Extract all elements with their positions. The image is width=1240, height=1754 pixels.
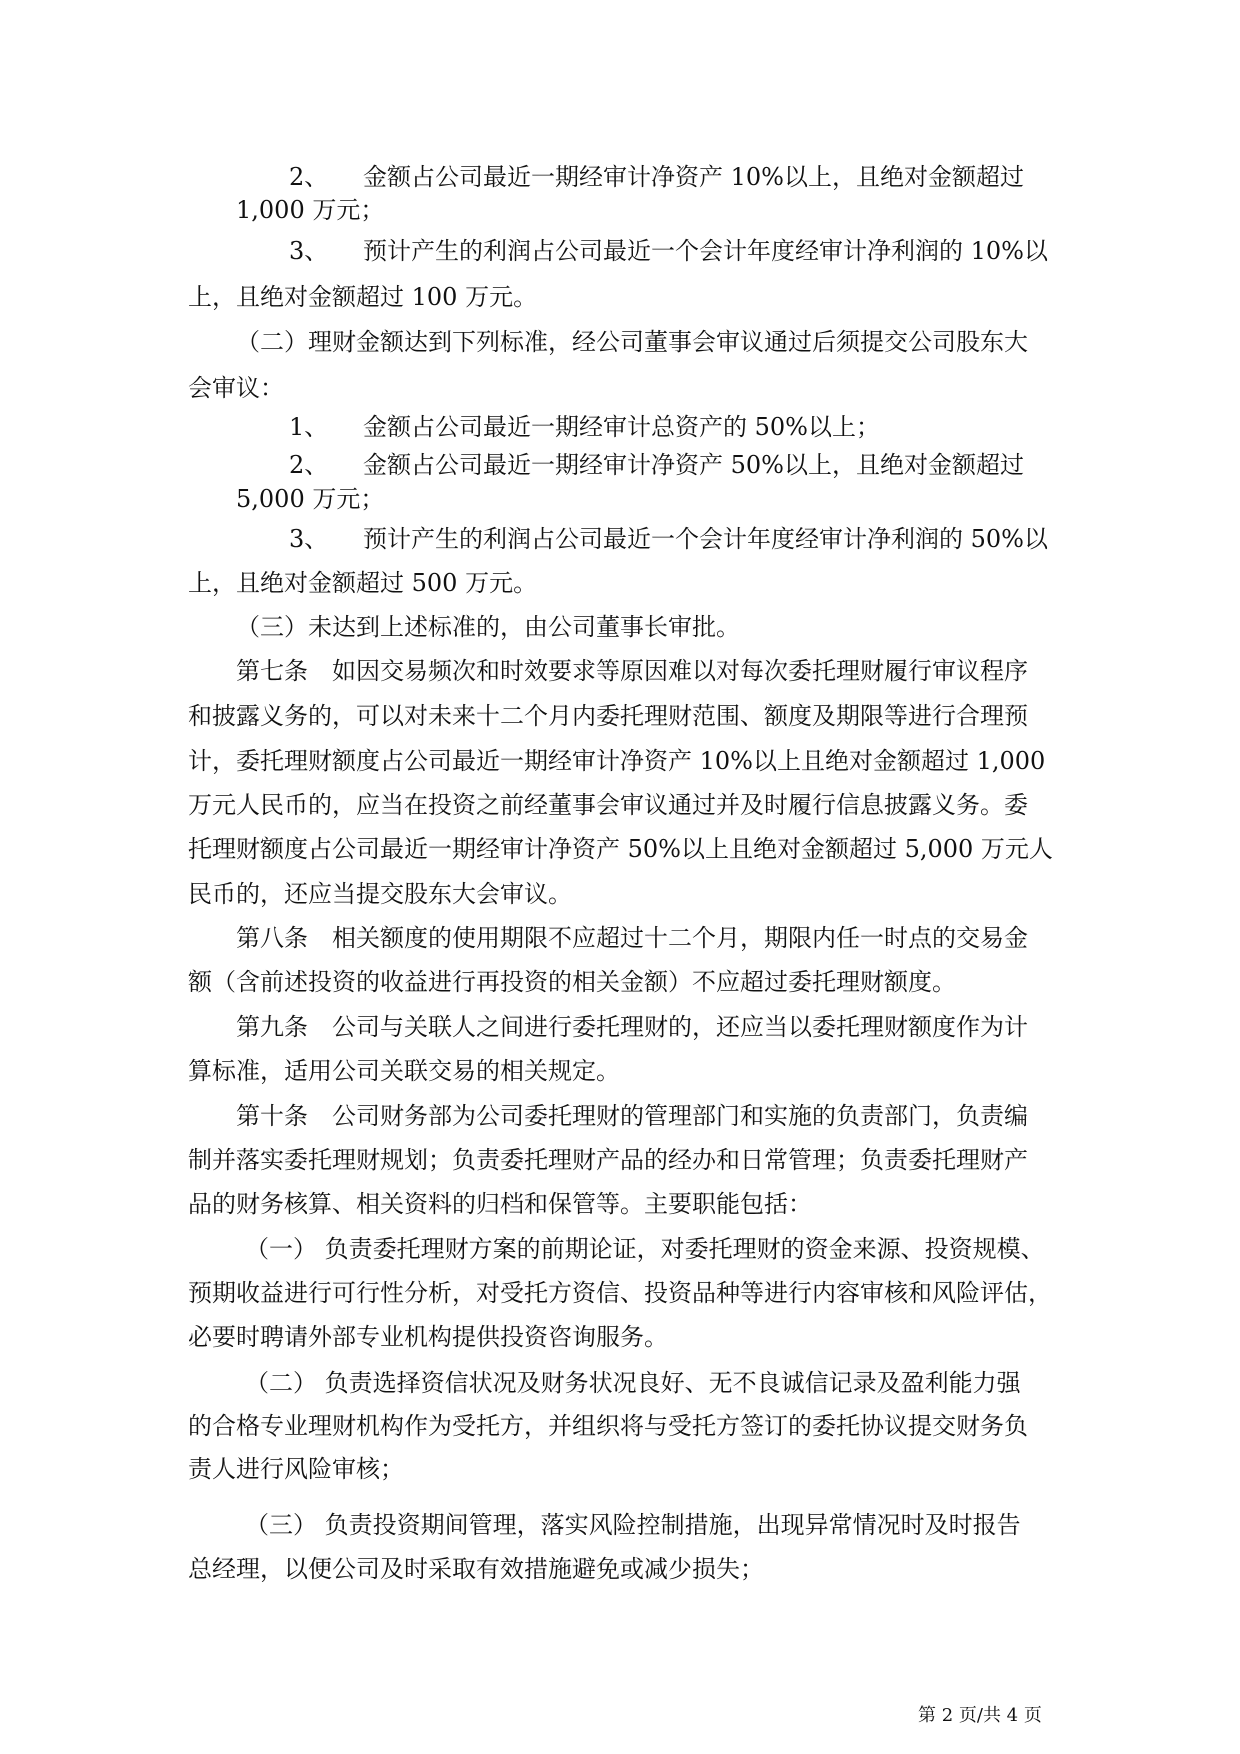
item-number: 2、 <box>289 451 329 479</box>
text-line: 上，且绝对金额超过 100 万元。 <box>188 283 538 311</box>
text-line: 金额占公司最近一期经审计净资产 10%以上，且绝对金额超过 <box>363 163 1024 191</box>
text-line: 会审议： <box>188 374 284 402</box>
text-line: 第八条 相关额度的使用期限不应超过十二个月，期限内任一时点的交易金 <box>236 924 1028 952</box>
item-number: 3、 <box>289 525 329 553</box>
item-number: 3、 <box>289 237 329 265</box>
text-line: （三） 负责投资期间管理，落实风险控制措施，出现异常情况时及时报告 <box>245 1511 1021 1539</box>
text-line: 责人进行风险审核； <box>188 1455 404 1483</box>
text-line: 5,000 万元； <box>236 485 385 513</box>
text-line: 预计产生的利润占公司最近一个会计年度经审计净利润的 50%以 <box>363 525 1048 553</box>
text-line: 民币的，还应当提交股东大会审议。 <box>188 880 572 908</box>
text-line: （二） 负责选择资信状况及财务状况良好、无不良诚信记录及盈利能力强 <box>245 1369 1021 1397</box>
text-line: 计，委托理财额度占公司最近一期经审计净资产 10%以上且绝对金额超过 1,000 <box>188 747 1046 775</box>
text-line: 托理财额度占公司最近一期经审计净资产 50%以上且绝对金额超过 5,000 万元人 <box>188 835 1053 863</box>
text-line: 上，且绝对金额超过 500 万元。 <box>188 569 538 597</box>
text-line: 万元人民币的，应当在投资之前经董事会审议通过并及时履行信息披露义务。委 <box>188 791 1028 819</box>
text-line: 的合格专业理财机构作为受托方，并组织将与受托方签订的委托协议提交财务负 <box>188 1412 1028 1440</box>
text-line: 额（含前述投资的收益进行再投资的相关金额）不应超过委托理财额度。 <box>188 968 956 996</box>
item-number: 1、 <box>289 413 329 441</box>
text-line: 金额占公司最近一期经审计总资产的 50%以上； <box>363 413 880 441</box>
text-line: 第七条 如因交易频次和时效要求等原因难以对每次委托理财履行审议程序 <box>236 657 1028 685</box>
text-line: （三）未达到上述标准的，由公司董事长审批。 <box>236 613 740 641</box>
text-line: 制并落实委托理财规划；负责委托理财产品的经办和日常管理；负责委托理财产 <box>188 1146 1028 1174</box>
item-number: 2、 <box>289 163 329 191</box>
text-line: 算标准，适用公司关联交易的相关规定。 <box>188 1057 620 1085</box>
page-footer: 第 2 页/共 4 页 <box>918 1705 1042 1726</box>
text-line: 金额占公司最近一期经审计净资产 50%以上，且绝对金额超过 <box>363 451 1024 479</box>
text-line: 预期收益进行可行性分析，对受托方资信、投资品种等进行内容审核和风险评估， <box>188 1279 1052 1307</box>
text-line: 预计产生的利润占公司最近一个会计年度经审计净利润的 10%以 <box>363 237 1048 265</box>
text-line: 品的财务核算、相关资料的归档和保管等。主要职能包括： <box>188 1190 812 1218</box>
text-line: 第十条 公司财务部为公司委托理财的管理部门和实施的负责部门，负责编 <box>236 1102 1028 1130</box>
text-line: 总经理，以便公司及时采取有效措施避免或减少损失； <box>188 1555 764 1583</box>
text-line: （二）理财金额达到下列标准，经公司董事会审议通过后须提交公司股东大 <box>236 328 1028 356</box>
text-line: （一） 负责委托理财方案的前期论证，对委托理财的资金来源、投资规模、 <box>245 1235 1045 1263</box>
text-line: 第九条 公司与关联人之间进行委托理财的，还应当以委托理财额度作为计 <box>236 1013 1028 1041</box>
text-line: 必要时聘请外部专业机构提供投资咨询服务。 <box>188 1323 668 1351</box>
text-line: 和披露义务的，可以对未来十二个月内委托理财范围、额度及期限等进行合理预 <box>188 702 1028 730</box>
text-line: 1,000 万元； <box>236 196 385 224</box>
